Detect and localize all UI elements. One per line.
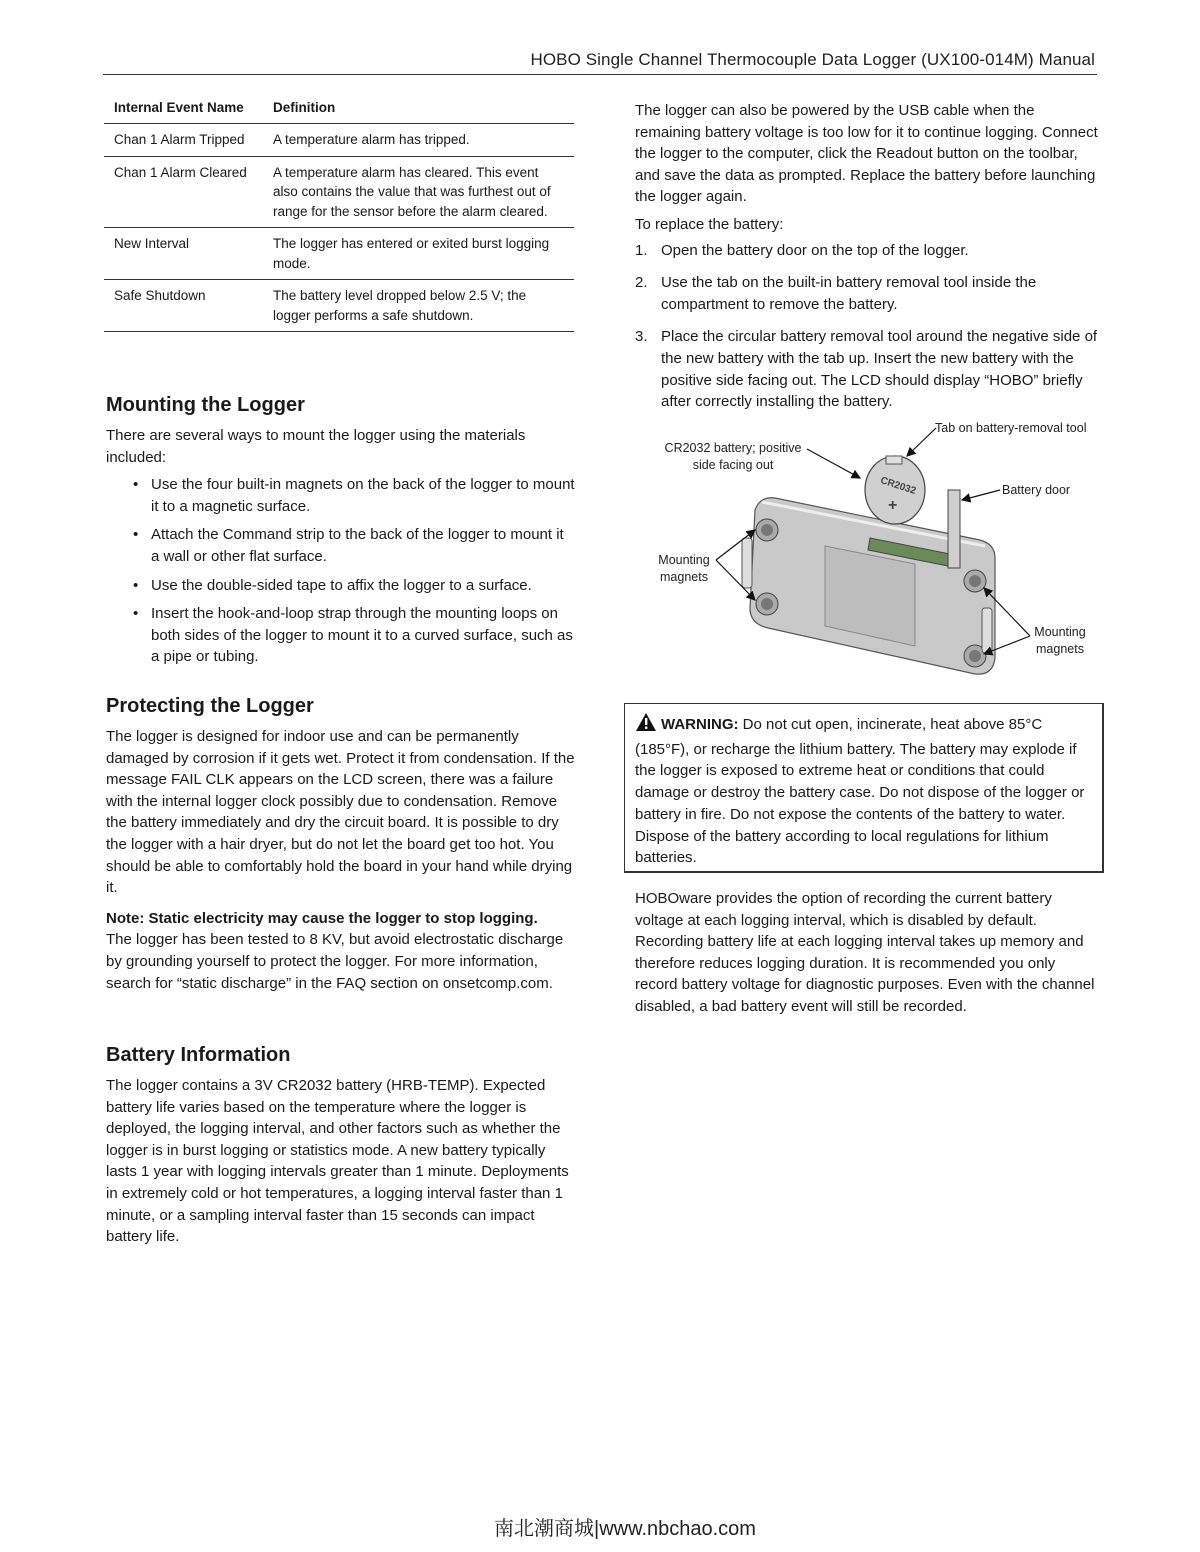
event-name: Safe Shutdown bbox=[104, 280, 263, 332]
warning-triangle-icon bbox=[635, 712, 657, 739]
usb-power-paragraph: The logger can also be powered by the USB cable when the remaining battery voltage is too low for it to continue logging. Connect the logger to the computer, click the Readout button on the toolbar, and save the data as prompted. Replace the battery before launching the logger again. bbox=[635, 102, 1098, 206]
protecting-section bbox=[106, 695, 576, 994]
internal-events-table bbox=[104, 98, 574, 332]
svg-text:CR2032: CR2032 bbox=[878, 475, 918, 498]
label-cr2032-battery: CR2032 battery; positive side facing out bbox=[664, 441, 802, 472]
svg-text:+: + bbox=[888, 497, 898, 514]
section-heading-mounting: Mounting the Logger bbox=[106, 394, 305, 416]
label-mounting-magnets-left: Mounting magnets bbox=[658, 553, 710, 584]
hoboware-section bbox=[635, 888, 1100, 1018]
static-note-body: The logger has been tested to 8 KV, but avoid electrostatic discharge by grounding yourself to protect the logger. For more information, search for “static discharge” in the FAQ section on onsetcomp.com. bbox=[106, 931, 564, 992]
label-mounting-magnets-right: Mounting magnets bbox=[1034, 625, 1086, 656]
label-tab-removal-tool: Tab on battery-removal tool bbox=[935, 421, 1087, 435]
warning-text bbox=[635, 712, 1092, 869]
list-item: • Insert the hook-and-loop strap through the mounting loops on both sides of the logger to mount it to a curved surface, such as a pipe or tubing. bbox=[106, 603, 576, 668]
list-item: 3. Place the circular battery removal tool around the negative side of the new battery with the tab up. Insert the new battery with the positive side facing out. The LCD should display “HOBO” briefly after correctly installing the battery. bbox=[635, 328, 1098, 411]
section-heading-battery: Battery Information bbox=[106, 1044, 291, 1066]
table-row bbox=[104, 228, 574, 280]
warning-body: Do not cut open, incinerate, heat above 85°C (185°F), or recharge the lithium battery. The battery may explode if the logger is exposed to extreme heat or conditions that could damage or destroy the battery case. Do not dispose of the logger or battery in fire. Do not expose the contents of the battery to water. Dispose of the battery according to local regulations for lithium batteries. bbox=[635, 716, 1085, 867]
warning-label: WARNING: bbox=[661, 716, 739, 733]
mounting-options-list bbox=[106, 474, 576, 668]
protecting-body: The logger is designed for indoor use and can be permanently damaged by corrosion if it gets wet. Protect it from condensation. If the message FAIL CLK appears on the LCD screen, there was a failure with the internal logger clock possibly due to condensation. Remove the battery immediately and dry the circuit board. It is possible to dry the logger with a hair dryer, but do not let the board get too hot. You should be able to comfortably hold the board in your hand while drying it. bbox=[106, 728, 575, 897]
list-item: • Attach the Command strip to the back of the logger to mount it a wall or other flat surface. bbox=[106, 524, 576, 567]
warning-box bbox=[624, 703, 1104, 873]
event-name: New Interval bbox=[104, 228, 263, 280]
page-header bbox=[103, 50, 1097, 75]
event-definition: The logger has entered or exited burst logging mode. bbox=[263, 228, 574, 280]
mounting-section bbox=[106, 394, 576, 675]
list-item: 2. Use the tab on the built-in battery removal tool inside the compartment to remove the battery. bbox=[635, 274, 1037, 313]
event-definition: A temperature alarm has tripped. bbox=[263, 124, 574, 157]
table-header-row bbox=[104, 98, 574, 124]
column-header-definition: Definition bbox=[273, 100, 336, 115]
mounting-intro: There are several ways to mount the logger using the materials included: bbox=[106, 427, 526, 466]
label-battery-door: Battery door bbox=[1002, 483, 1071, 497]
battery-replacement-figure bbox=[650, 418, 1100, 688]
right-column bbox=[635, 100, 1100, 424]
replace-battery-steps bbox=[635, 240, 1100, 413]
footer-watermark: 南北潮商城|www.nbchao.com bbox=[494, 1518, 756, 1540]
table-row bbox=[104, 280, 574, 332]
battery-body: The logger contains a 3V CR2032 battery (HRB-TEMP). Expected battery life varies based on the temperature where the logger is deployed, the logging interval, and other factors such as whether the logger is in burst logging or statistics mode. A new battery typically lasts 1 year with logging intervals greater than 1 minute. Deployments in extremely cold or hot temperatures, a logging interval faster than 1 minute, or a sampling interval faster than 15 seconds can impact battery life. bbox=[106, 1077, 569, 1246]
static-note bbox=[106, 908, 576, 994]
table-row bbox=[104, 156, 574, 228]
event-definition: The battery level dropped below 2.5 V; the logger performs a safe shutdown. bbox=[263, 280, 574, 332]
list-item: • Use the double-sided tape to affix the logger to a surface. bbox=[106, 575, 576, 597]
section-heading-protecting: Protecting the Logger bbox=[106, 695, 314, 717]
table-row bbox=[104, 124, 574, 157]
replace-intro: To replace the battery: bbox=[635, 215, 784, 233]
list-item: 1. Open the battery door on the top of the logger. bbox=[635, 241, 969, 259]
column-header-event-name: Internal Event Name bbox=[114, 100, 244, 115]
battery-section bbox=[106, 1044, 576, 1248]
list-item: • Use the four built-in magnets on the back of the logger to mount it to a magnetic surface. bbox=[106, 474, 576, 517]
event-definition: A temperature alarm has cleared. This event also contains the value that was furthest out of range for the sensor before the alarm cleared. bbox=[263, 156, 574, 228]
event-name: Chan 1 Alarm Tripped bbox=[104, 124, 263, 157]
static-note-heading: Note: Static electricity may cause the logger to stop logging. bbox=[106, 909, 538, 927]
document-title: HOBO Single Channel Thermocouple Data Logger (UX100-014M) Manual bbox=[530, 50, 1095, 69]
hoboware-paragraph: HOBOware provides the option of recording the current battery voltage at each logging interval, which is disabled by default. Recording battery life at each logging interval takes up memory and therefore reduces logging duration. It is recommended you only record battery voltage for diagnostic purposes. Even with the channel disabled, a bad battery event will still be recorded. bbox=[635, 890, 1095, 1015]
left-column bbox=[106, 98, 576, 1246]
event-name: Chan 1 Alarm Cleared bbox=[104, 156, 263, 228]
